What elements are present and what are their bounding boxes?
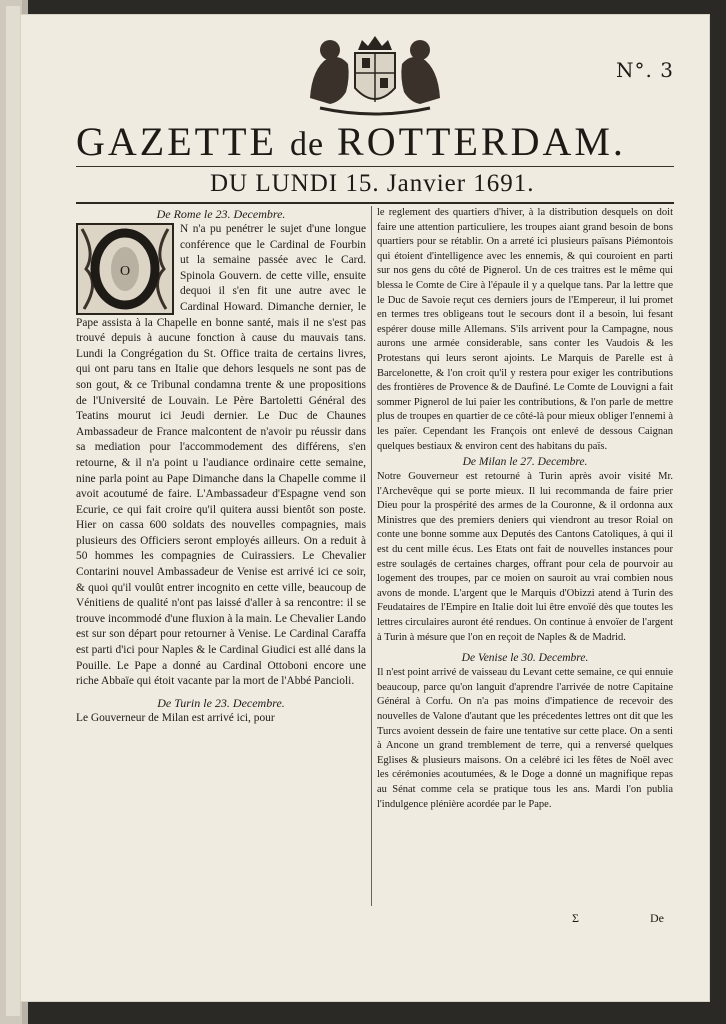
ornamental-drop-cap-icon bbox=[76, 223, 174, 315]
issue-date: DU LUNDI 15. Janvier 1691. bbox=[210, 170, 535, 197]
dateline-milan: De Milan le 27. Decembre. bbox=[462, 456, 588, 469]
coat-of-arms-icon bbox=[300, 28, 450, 120]
adjacent-page-edge-inner bbox=[6, 6, 20, 1016]
venice-article: Il n'est point arrivé de vaisseau du Levant cette semaine, ce qui ennuie beaucoup, parce qu'on languit d'aprendre l'arrivée de notre Capitaine Général à Corfu. On n'a pas moins d'impatience de recevoir des nouvelles de Valone d'autant que les précedentes lettres ont dit que les Turcs avoient dessein de faire une tentative sur cette place. On a senti à Ancone un grand tremblement de terre, qui a renversé quelques Eglises & plusieurs maisons. On a celébré ici les fêtes de Noël avec les cérémonies acoutumées, & le Doge a donné un magnifique repas au Sénat comme cela se pratique tous les ans. Mardi l'on publia l'indulgence plénière acordée par le Pape. bbox=[377, 667, 673, 810]
newspaper-title bbox=[76, 118, 676, 165]
date-rule bbox=[76, 202, 674, 204]
masthead-rule bbox=[76, 166, 674, 167]
dateline-rome: De Rome le 23. Decembre. bbox=[156, 207, 286, 221]
dateline-turin: De Turin le 23. Decembre. bbox=[157, 695, 285, 710]
title-word-de: de bbox=[289, 126, 325, 163]
right-column bbox=[377, 206, 673, 812]
milan-article: Notre Gouverneur est retourné à Turin après avoir visité Mr. l'Archevêque qui se porte mieux. Il lui recommanda de faire prier Dieu pour la prospérité des armes de la Couronne, & il ordonna aux Ministres que des premiers deniers qui viendront au tresor Roial on conte une bonne somme aux Deputés des Cantons Catoliques, à qui il est du cent mille écus. Les Etats ont fait de nouvelles instances pour estre soulagés de certaines charges, offrant pour cela de pourvoir au logement des troupes, par ce moien on sauroit au vrai combien nous avons de monde. L'argent que le Marquis d'Obizzi atend à Turin des Feudataires de l'Empire en Italie doit lui être envoïé dès que toutes les lettres circulaires auront été rendues. On continue à envoïer de l'argent à Turin à mésure que l'on en reçoit de Naples & de Madrid. bbox=[377, 471, 673, 643]
turin-article-start: Le Gouverneur de Milan est arrivé ici, pour bbox=[76, 711, 275, 724]
drop-cap-letter: O bbox=[119, 264, 131, 279]
signature-mark: Σ bbox=[572, 911, 579, 925]
issue-number: N°. 3 bbox=[616, 58, 674, 82]
column-divider bbox=[371, 206, 372, 906]
title-word-rotterdam: ROTTERDAM. bbox=[337, 119, 626, 164]
turin-article-continued: le reglement des quartiers d'hiver, à la distribution desquels on doit faire une attention particuliere, les troupes aiant grand besoin de bons quartiers pour se rétablir. On a arreté ici plusieurs païsans Piémontois qui étoient d'intelligence avec les ennemis, & qui couroient en parti sur nos gens du côté de Pignerol. Un de ces traitres est le même qui blessa le Comte de Cire à l'épaule il y a quelque tans. Par la lettre que le Duc de Savoie reçut ces derniers jours de l'Empereur, il lui promet en termes tres obligeans tout le secours dont il a besoin, lui fesant espérer douse mille Allemans. S'ils arrivent pour la Campagne, nous aurons une armée considerable, sans conter les Vaudois & les Protestans qui leurs seront ajoints. Le Marquis de Parelle est à Barcelonette, & l'on croit qu'il y restera pour exiger les contributions des frontières de Provence & de Daufiné. Le Comte de Louvigni a fait sommer Pignerol de lui paier les contributions, & l'on parle de mettre plus de troupes en quartier de ce côté-là pour mieux obliger l'ennemi à les païer. Cependant les François ont enlevé de dessous Caignan quelques bestiaux & environ cent des habitans du païs. bbox=[377, 207, 673, 452]
dateline-venice: De Venise le 30. Decembre. bbox=[461, 652, 589, 665]
rome-article: N n'a pu penétrer le sujet d'une longue conférence que le Cardinal de Fourbin ut la semaine passée avec le Card. Spinola Gouvern. de cette ville, ensuite dequoi il s'en fit une autre avec le Cardinal Howard. Dimanche dernier, le Pape assista à la Chapelle en bonne santé, mais il ne s'est pas trouvé depuis à aucune fonction à cause du mauvais tans. Lundi la Congrégation du St. Office traita de certains livres, qui ont paru tans en Italie que dehors lesquels ne sont pas de son gout, & ce Tribunal condamna trente & une propositions de l'Université de Louvain. Le Père Bartoletti Général des Teatins mourut ici Jeudi dernier. Le Duc de Chaunes Ambassadeur de France malcontent de n'avoir pu réussir dans sa mediation pour l'accommodement des différens, s'en retourne, & il n'a point u l'audiance ordinaire cette semaine, nine parla point au Pape Dimanche dans la Chapelle comme il avoit acoutumé de faire. L'Ambassadeur d'Espagne vend son Ecurie, ce qui fait croire qu'il quitera aussi bientôt son poste. Hier on cassa 600 soldats des nouvelles compagnies, mais plusieurs des Officiers seront employés ailleurs. On a reduit à 50 hommes les compagnies de Cuirassiers. Le Chevalier Contarini nouvel Ambassadeur de Venise est arrivé ici ce soir, & quoi qu'il voulût entrer incognito en cette ville, beaucoup de Vénitiens de qualité n'ont pas laissé d'aller à sa rencontre: il se trouve incommodé d'une fluxion à la main. Le Chevalier Lando est sur son départ pour retourner à Venise. Le Cardinal Caraffa est parti d'ici pour Naples & le Cardinal Giudici est allé dans la Pouille. Le Pape a donné au Cardinal Ottoboni encore une riche Abbaïe qui étoit vacante par la mort de l'Abbé Pancioli. bbox=[76, 223, 366, 688]
title-word-gazette: GAZETTE bbox=[76, 119, 277, 164]
left-column bbox=[76, 206, 366, 726]
catchword: De bbox=[650, 911, 664, 925]
